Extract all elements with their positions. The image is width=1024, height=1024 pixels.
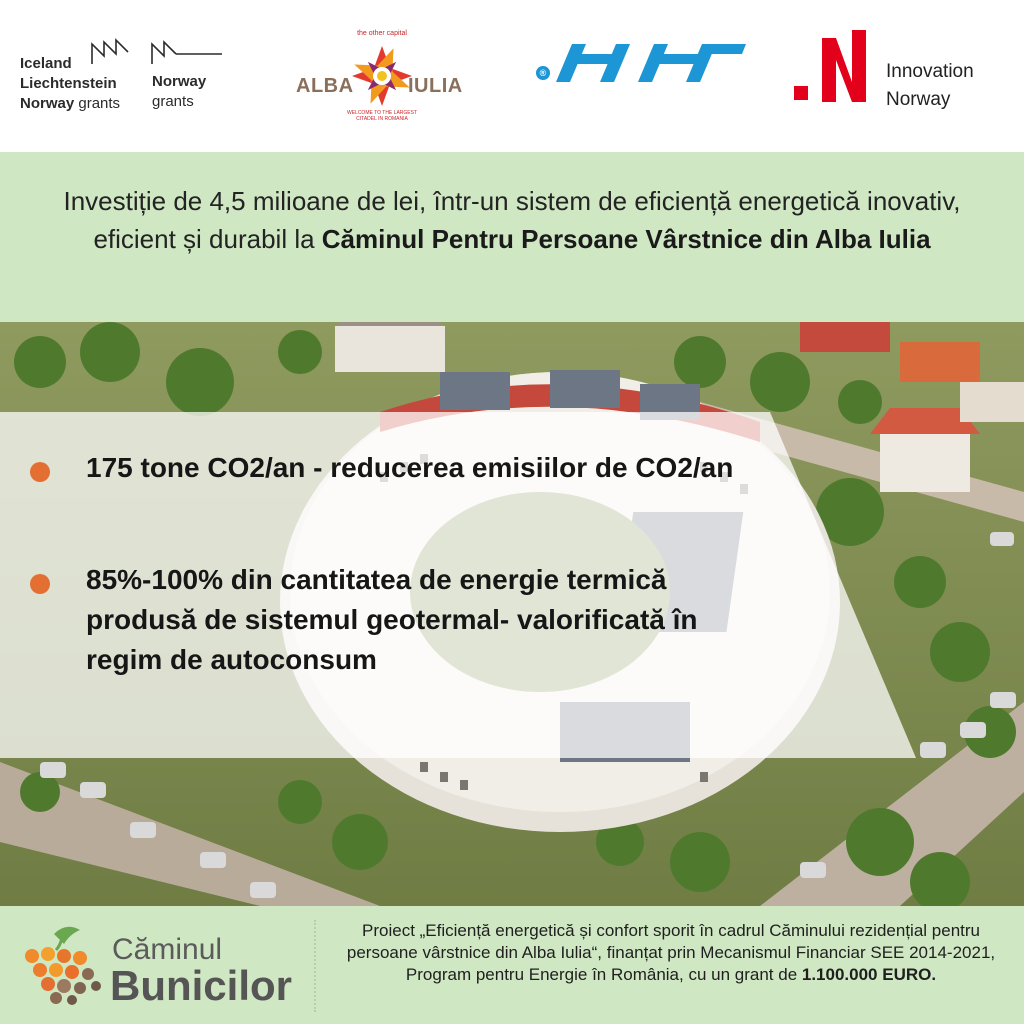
iulia-word: IULIA [408,75,463,97]
aerial-photo [0,322,1024,906]
headline-text: Investiție de 4,5 milioane de lei, într-un sistem de eficiență energetică inovativ, eficient și durabil la [63,186,961,254]
caminul-bunicilor-logo [16,924,306,1008]
alba-iulia-tagline: the other capital [357,30,407,37]
highlight-geothermal: 85%-100% din cantitatea de energie termică produsă de sistemul geotermal- valorificată în regim de autoconsum [86,564,698,675]
innovation-norway-logo [794,30,1014,110]
headline-bold-text: Căminul Pentru Persoane Vârstnice din Alba Iulia [321,224,931,254]
grape-cluster-icon [16,924,108,1008]
grant-amount: 1.100.000 EURO. [801,965,937,984]
alba-word: ALBA [296,75,354,97]
eea-line-norway: Norway [20,95,75,112]
alba-iulia-logo [296,28,468,126]
innovation-norway-text [886,58,974,114]
project-description [328,920,1014,986]
headline-band [0,152,1024,322]
sis-logo [536,38,748,86]
norway-grants-line2: grants [152,93,194,110]
norway-grants-line1: Norway [152,73,207,90]
eea-line-iceland: Iceland [20,55,72,72]
alba-iulia-slogan: WELCOME TO THE LARGEST CITADEL IN ROMANIA [346,110,417,122]
eea-grants-countries [20,54,120,114]
highlight-co2: 175 tone CO2/an - reducerea emisiilor de CO2/an [86,452,734,483]
norway-line: Norway [886,89,951,110]
sis-logo-icon [536,38,748,86]
innovation-norway-mark-icon [794,30,872,108]
eea-line-liechtenstein: Liechtenstein [20,75,117,92]
brand-line-caminul: Căminul [112,933,223,966]
norway-grants-label [152,72,206,112]
footer-divider [314,920,316,1012]
eea-grants-logo [20,38,230,120]
eea-line-grants: grants [78,95,121,112]
headline [40,182,984,258]
footer [0,906,1024,1024]
alba-iulia-star-icon [348,44,416,108]
logo-bar [0,0,1024,152]
highlight-bullet-icon [30,574,50,594]
innovation-line: Innovation [886,61,974,82]
brand-line-bunicilor: Bunicilor [110,962,293,1009]
registered-mark: ® [536,66,550,80]
project-text: Proiect „Eficiență energetică și confort sporit în cadrul Căminului rezidențial pentru persoane vârstnice din Alba Iulia“, finanțat prin Mecanismul Financiar SEE 2014-2021, Program pentru Energie în România, cu un grant de [346,921,996,984]
highlight-bullet-icon [30,462,50,482]
highlights-panel [0,322,1024,906]
